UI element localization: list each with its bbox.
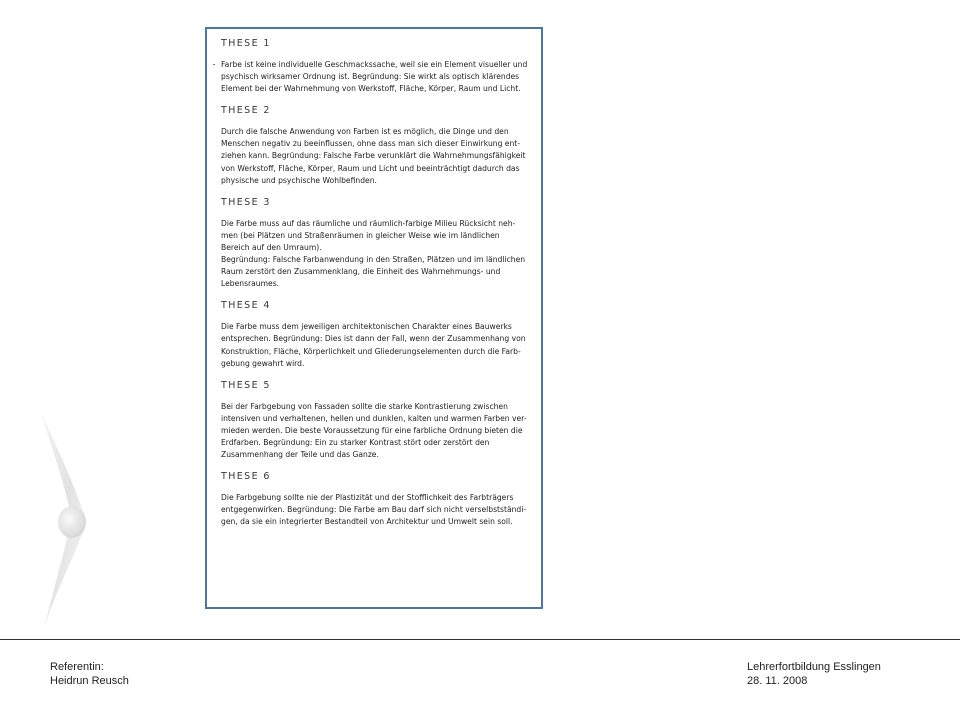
these-body: Die Farbe muss dem jeweiligen architektonischen Charakter eines Bauwerks entsprechen. Begründung: Dies ist dann der Fall, wenn der Zusammenhang von Konstruktion, Fläche, Körperlichkeit und Gliederungselementen durch die Farb- gebung gewahrt wird. (221, 322, 526, 368)
decorative-swoosh-graphic (36, 400, 96, 630)
these-body: Durch die falsche Anwendung von Farben ist es möglich, die Dinge und den Menschen negativ zu beeinflussen, ohne dass man sich dieser Einwirkung ent- ziehen kann. Begründung: Falsche Farbe verunklärt die Wahrnehmungsfähigkeit von Werkstoff, Fläche, Körper, Raum und Licht und beeinträchtigt dadurch das physische und psychische Wohlbefinden. (221, 127, 526, 185)
stray-mark (213, 64, 215, 65)
presenter-name: Heidrun Reusch (50, 675, 129, 687)
presenter-label: Referentin: (50, 661, 104, 673)
event-title: Lehrerfortbildung Esslingen (747, 661, 881, 673)
these-section-5 (221, 380, 529, 461)
these-section-4 (221, 300, 529, 369)
these-body: Die Farbgebung sollte nie der Plastizität und der Stofflichkeit des Farbträgers entgegenwirken. Begründung: Die Farbe am Bau darf sich nicht verselbstständi- gen, da sie ein integrierter Bestandteil von Architektur und Umwelt sein soll. (221, 493, 527, 527)
footer-presenter (50, 660, 129, 688)
footer-event (747, 660, 881, 688)
these-body: Bei der Farbgebung von Fassaden sollte die starke Kontrastierung zwischen intensiven und verhaltenen, hellen und dunklen, kalten und warmen Farben ver- mieden werden. Die beste Voraussetzung für eine farbliche Ordnung bieten die Erdfarben. Begründung: Ein zu starker Kontrast stört oder zerstört den Zusammenhang der Teile und das Ganze. (221, 401, 527, 460)
these-section-3 (221, 197, 529, 291)
these-section-2 (221, 105, 529, 186)
these-heading: THESE 2 (221, 105, 271, 117)
these-heading: THESE 5 (221, 379, 271, 391)
document-page (205, 27, 543, 609)
these-section-6 (221, 471, 529, 528)
these-body: Die Farbe muss auf das räumliche und räumlich-farbige Milieu Rücksicht neh- men (bei Plätzen und Straßenräumen in gleicher Weise wie im ländlichen Bereich auf den Umraum). Begründung: Falsche Farbanwendung in den Straßen, Plätzen und im ländlichen Raum zerstört den Zusammenklang, die Einheit des Wahrnehmungs- und Lebensraumes. (221, 218, 526, 289)
these-heading: THESE 1 (221, 38, 271, 49)
these-heading: THESE 4 (221, 300, 271, 312)
these-body: Farbe ist keine individuelle Geschmackssache, weil sie ein Element visueller und psychisch wirksamer Ordnung ist. Begründung: Sie wirkt als optisch klärendes Element bei der Wahrnehmung von Werkstoff, Fläche, Körper, Raum und Licht. (221, 60, 528, 94)
footer-divider (0, 639, 960, 640)
these-heading: THESE 6 (221, 471, 271, 483)
event-date: 28. 11. 2008 (747, 675, 808, 687)
these-section-1 (221, 38, 529, 95)
these-heading: THESE 3 (221, 196, 271, 208)
